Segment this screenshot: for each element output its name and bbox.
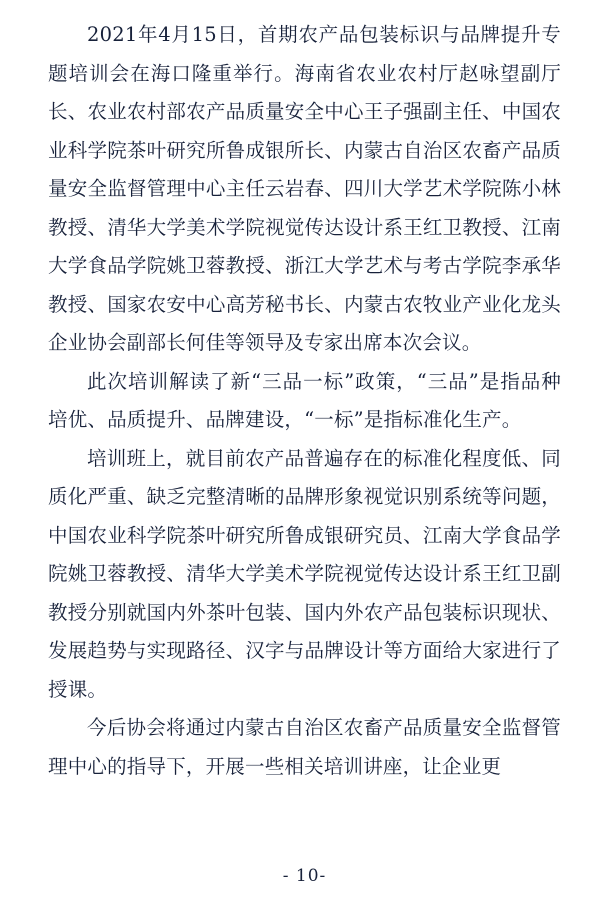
page-number: - 10- [282,866,327,886]
paragraph-4: 今后协会将通过内蒙古自治区农畜产品质量安全监督管理中心的指导下，开展一些相关培训讲座，让企业更 [48,716,561,778]
paragraph-2: 此次培训解读了新“三品一标”政策，“三品”是指品种培优、品质提升、品牌建设，“一标”是指标准化生产。 [48,369,561,431]
paragraph-1: 2021年4月15日，首期农产品包装标识与品牌提升专题培训会在海口隆重举行。海南省农业农村厅赵咏望副厅长、农业农村部农产品质量安全中心王子强副主任、中国农业科学院茶叶研究所鲁成银所长、内蒙古自治区农畜产品质量安全监督管理中心主任云岩春、四川大学艺术学院陈小林教授、清华大学美术学院视觉传达设计系王红卫教授、江南大学食品学院姚卫蓉教授、浙江大学艺术与考古学院李承华教授、国家农安中心高芳秘书长、内蒙古农牧业产业化龙头企业协会副部长何佳等领导及专家出席本次会议。 [48,23,561,354]
paragraph-3: 培训班上，就目前农产品普遍存在的标准化程度低、同质化严重、缺乏完整清晰的品牌形象视觉识别系统等问题，中国农业科学院茶叶研究所鲁成银研究员、江南大学食品学院姚卫蓉教授、清华大学美术学院视觉传达设计系王红卫副教授分别就国内外茶叶包装、国内外农产品包装标识现状、发展趋势与实现路径、汉字与品牌设计等方面给大家进行了授课。 [48,446,561,701]
document-body [48,16,561,786]
